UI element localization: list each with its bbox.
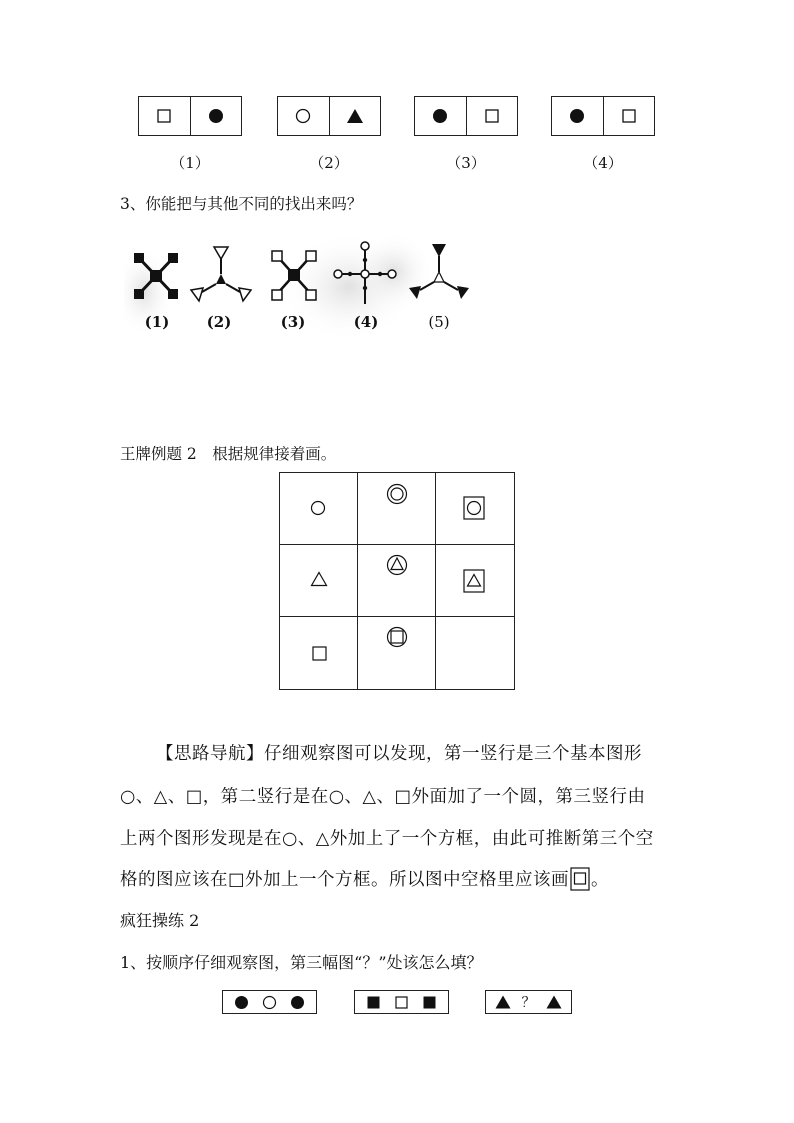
square-in-square-icon: [570, 867, 590, 891]
hollow-square-icon: [485, 109, 499, 123]
pair-box-4: [551, 96, 655, 136]
filled-triangle-icon: [495, 995, 511, 1009]
grid-cell-3-1: [280, 617, 358, 689]
pair-label-3: （3）: [446, 154, 486, 172]
triangle-in-circle-icon: [386, 554, 408, 576]
figure-4-cross-circles-icon: [330, 240, 400, 310]
grid-cell-3-2: [358, 617, 436, 689]
hollow-square-icon: [157, 109, 171, 123]
reasoning-line-3: 上两个图形发现是在○、△外加上了一个方框，由此可推断第三个空: [120, 829, 654, 849]
filled-circle-icon: [290, 995, 305, 1010]
reasoning-line-4: [120, 866, 609, 891]
pattern-grid: [279, 472, 515, 690]
figure-1-x-filled-squares-icon: [133, 250, 179, 302]
hollow-square-icon: [395, 996, 408, 1009]
hollow-square-icon: [312, 646, 327, 661]
grid-cell-2-1: [280, 545, 358, 617]
hollow-circle-icon: [262, 995, 277, 1010]
pair-label-1: （1）: [170, 154, 210, 172]
pair-box-2: [277, 96, 381, 136]
filled-circle-icon: [432, 108, 448, 124]
sequence-box-3: [485, 990, 572, 1014]
filled-triangle-icon: [546, 995, 562, 1009]
figure-2-triangles-icon: [188, 244, 254, 304]
figure-label-2: (2): [206, 313, 232, 331]
reasoning-line-2: ○、△、□，第二竖行是在○、△、□外面加了一个圆，第三竖行由: [120, 787, 646, 807]
pair-box-1: [138, 96, 242, 136]
filled-square-icon: [423, 996, 436, 1009]
question-3: 3、你能把与其他不同的找出来吗？: [120, 195, 363, 213]
circle-in-circle-icon: [386, 483, 408, 505]
pair-label-4: （4）: [583, 154, 623, 172]
example-title: 王牌例题 2 根据规律接着画。: [120, 445, 337, 463]
filled-circle-icon: [234, 995, 249, 1010]
unknown-symbol[interactable]: ？: [521, 995, 536, 1011]
figure-label-3: (3): [280, 313, 306, 331]
practice-title: 疯狂操练 2: [120, 911, 200, 930]
sequence-box-1: [222, 990, 317, 1014]
square-in-circle-icon: [386, 626, 408, 648]
pair-box-3: [414, 96, 518, 136]
hollow-circle-icon: [310, 500, 326, 516]
reasoning-line-4-end: 。: [591, 870, 610, 890]
filled-circle-icon: [208, 108, 224, 124]
reasoning-line-4-text: 格的图应该在□外加上一个方框。所以图中空格里应该画: [120, 870, 570, 890]
hollow-triangle-icon: [310, 571, 328, 587]
pair-label-2: （2）: [309, 154, 349, 172]
filled-triangle-icon: [346, 108, 364, 124]
figure-3-x-hollow-squares-icon: [270, 248, 318, 304]
figure-label-1: (1): [144, 313, 170, 331]
grid-cell-2-2: [358, 545, 436, 617]
figure-5-triangles-icon: [406, 242, 472, 304]
sequence-box-2: [354, 990, 449, 1014]
figure-label-4: (4): [353, 313, 379, 331]
circle-in-square-icon: [463, 496, 485, 520]
grid-cell-1-1: [280, 473, 358, 545]
grid-cell-3-3-blank[interactable]: [436, 617, 514, 689]
reasoning-line-1: 【思路导航】仔细观察图可以发现，第一竖行是三个基本图形: [156, 744, 642, 764]
grid-cell-1-3: [436, 473, 514, 545]
practice-question-1: 1、按顺序仔细观察图，第三幅图“？”处该怎么填？: [120, 953, 483, 972]
filled-square-icon: [367, 996, 380, 1009]
triangle-in-square-icon: [463, 569, 485, 593]
grid-cell-1-2: [358, 473, 436, 545]
hollow-circle-icon: [295, 108, 311, 124]
filled-circle-icon: [569, 108, 585, 124]
grid-cell-2-3: [436, 545, 514, 617]
hollow-square-icon: [622, 109, 636, 123]
figure-label-5: (5): [428, 313, 450, 331]
